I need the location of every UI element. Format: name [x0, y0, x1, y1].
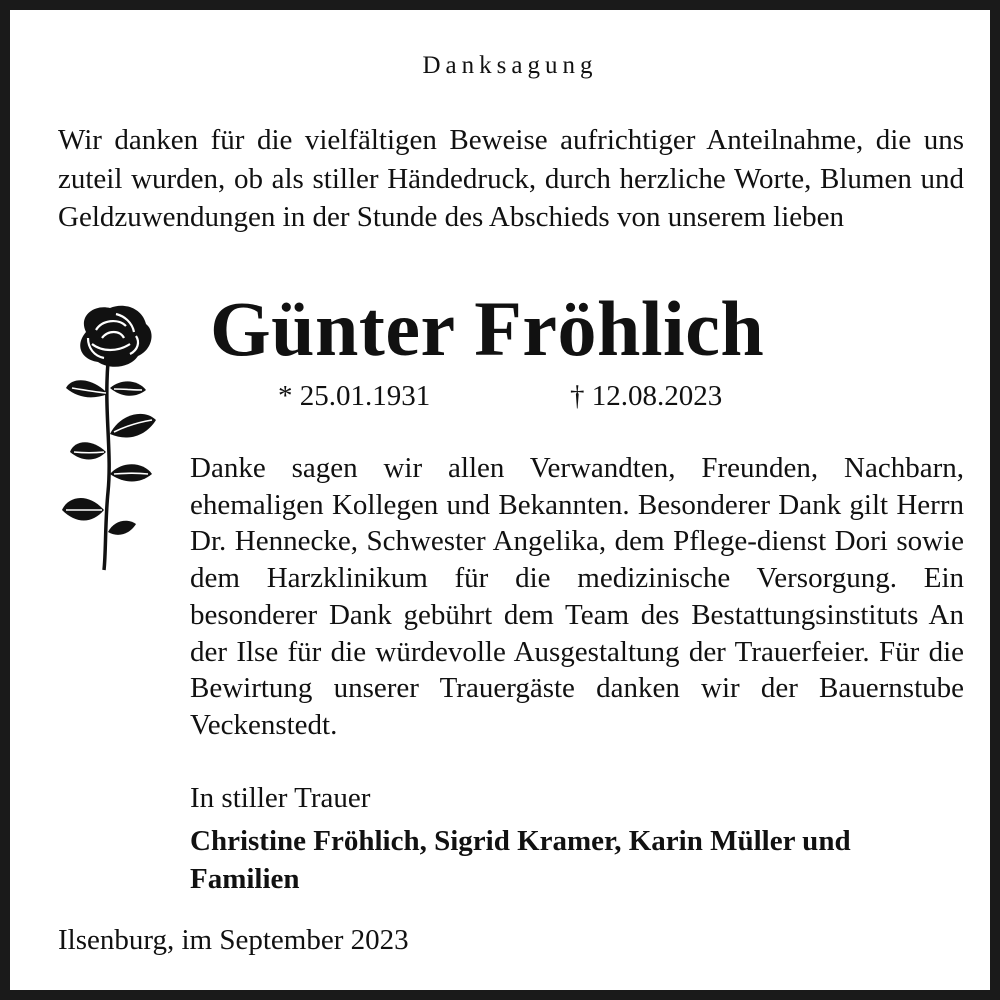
deceased-name: Günter Fröhlich — [210, 285, 765, 372]
notice-heading: Danksagung — [422, 52, 598, 79]
mourners-names: Christine Fröhlich, Sigrid Kramer, Karin Müller und Familien — [190, 825, 851, 895]
thanks-paragraph: Danke sagen wir allen Verwandten, Freunden, Nachbarn, ehemaligen Kollegen und Bekannten. Besonderer Dank gilt Herrn Dr. Hennecke, Schwester Angelika, dem Pflege-dienst Dori sowie dem Harzklinikum für die medizinische Versorgung. Ein besonderer Dank gebührt dem Team des Bestattungsinstituts An der Ilse für die würdevolle Ausgestaltung der Trauerfeier. Für die Bewirtung unserer Trauergäste danken wir der Bauernstube Veckenstedt. — [190, 452, 964, 741]
mourning-intro: In stiller Trauer — [190, 782, 371, 814]
place-date-line: Ilsenburg, im September 2023 — [58, 924, 409, 956]
birth-date: * 25.01.1931 — [278, 380, 431, 412]
intro-paragraph: Wir danken für die vielfältigen Beweise aufrichtiger Anteilnahme, die uns zuteil wurden, ob als stiller Händedruck, durch herzliche Worte, Blumen und Geldzuwendungen in der Stunde des Abschieds von unserem lieben — [58, 124, 964, 233]
death-date: † 12.08.2023 — [570, 380, 723, 412]
rose-icon — [58, 302, 163, 574]
